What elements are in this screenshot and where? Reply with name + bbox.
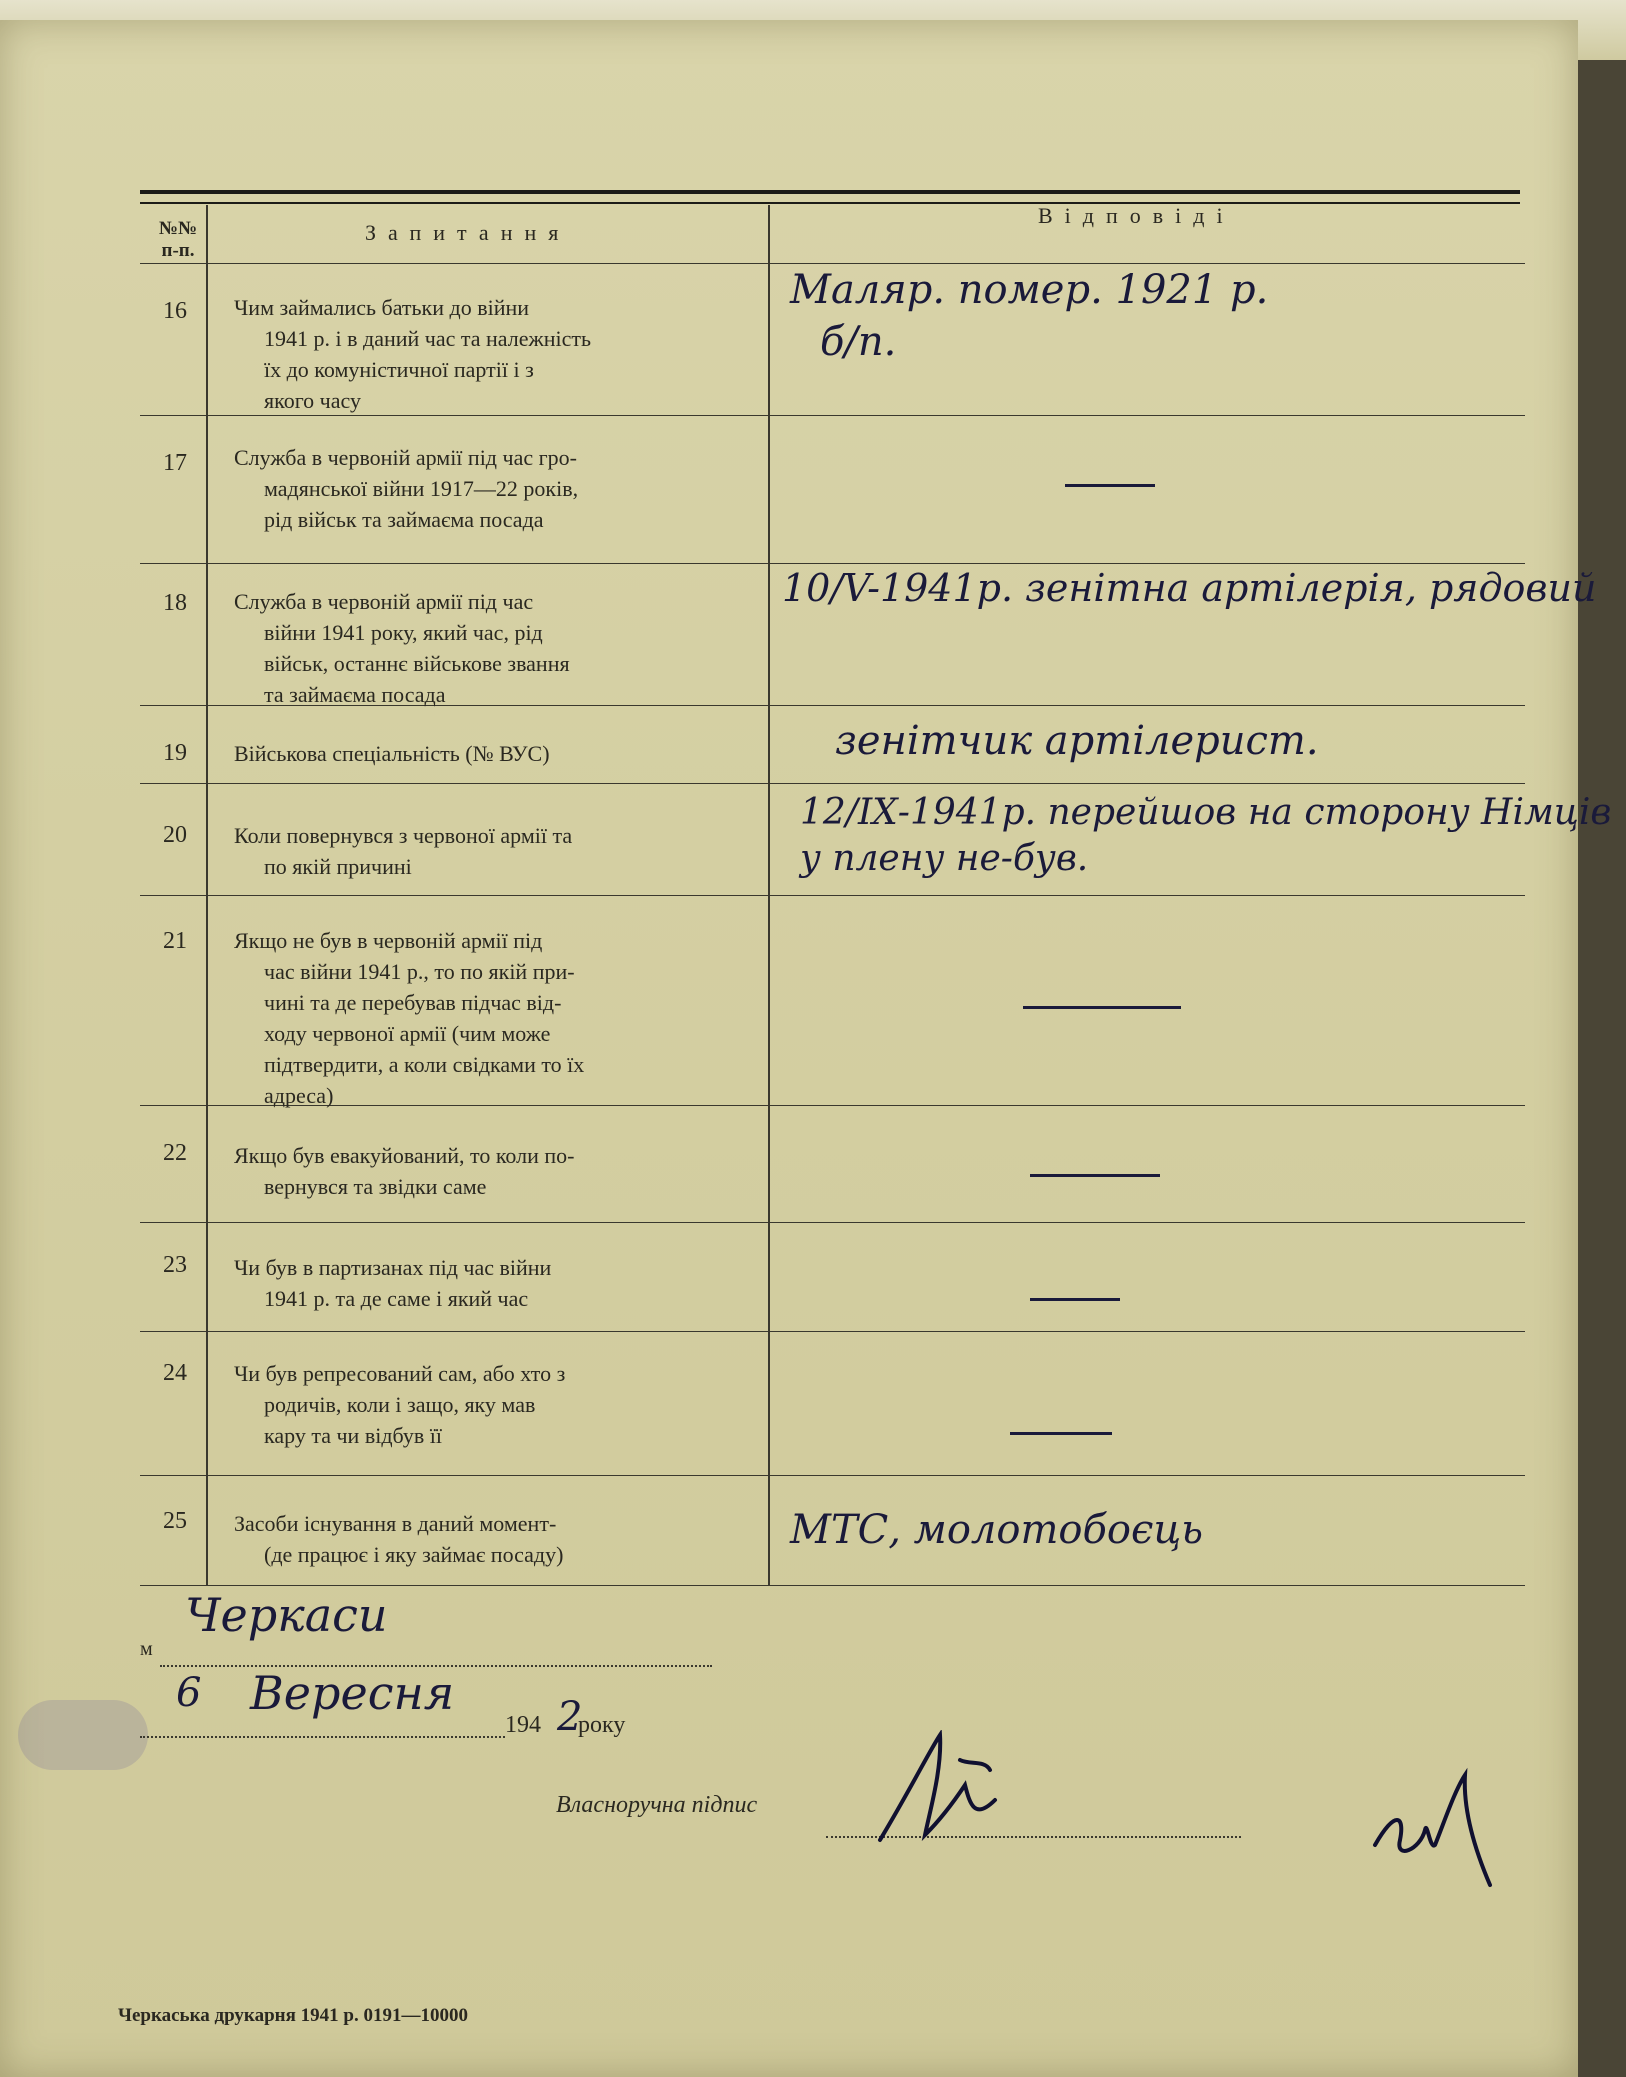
question-text: Військова спеціальність (№ ВУС)	[234, 741, 550, 766]
header-number-label: №№ п-п.	[158, 218, 198, 261]
year-prefix: 194	[505, 1712, 541, 1738]
row-number: 20	[163, 822, 187, 848]
signature-mark	[870, 1730, 1010, 1860]
date-dotted-line	[140, 1736, 505, 1738]
date-day: 6	[176, 1670, 202, 1716]
row-number: 24	[163, 1360, 187, 1386]
question-text: Коли повернувся з червоної армії та по якій причині	[234, 823, 573, 879]
row-number: 21	[163, 928, 187, 954]
header-answer-label: Відповіді	[1038, 203, 1235, 228]
question-text: Служба в червоній армії під час війни 1941 року, який час, рід військ, останнє військове звання та займаєма посада	[234, 589, 570, 707]
header-question-label: Запитання	[365, 220, 571, 245]
question-text: Чи був в партизанах під час війни 1941 р. та де саме і який час	[234, 1255, 552, 1311]
row-number: 22	[163, 1140, 187, 1166]
initials-mark	[1365, 1760, 1505, 1890]
empty-answer-dash	[1023, 1006, 1181, 1009]
row-separator	[140, 1475, 1525, 1476]
row-number: 23	[163, 1252, 187, 1278]
row-number: 25	[163, 1508, 187, 1534]
place-value: Черкаси	[185, 1588, 388, 1642]
date-month: Вересня	[250, 1666, 455, 1720]
row-number: 18	[163, 590, 187, 616]
printer-imprint: Черкаська друкарня 1941 р. 0191—10000	[118, 2005, 468, 2026]
year-handwritten-digit: 2	[557, 1694, 583, 1740]
answer-text: 12/ІХ-1941р. перейшов на сторону Німців у плену не-був.	[800, 792, 1612, 879]
row-separator	[140, 895, 1525, 896]
row-separator	[140, 1222, 1525, 1223]
question-text: Чим займались батьки до війни 1941 р. і в даний час та належність їх до комуністичної партії і з якого часу	[234, 295, 591, 413]
empty-answer-dash	[1030, 1298, 1120, 1301]
signature-label: Власноручна підпис	[556, 1792, 758, 1818]
question-text: Чи був репресований сам, або хто з родичів, коли і защо, яку мав кару та чи відбув її	[234, 1361, 566, 1448]
row-number: 16	[163, 298, 187, 324]
header-second-rule	[140, 202, 1520, 204]
place-label: м	[140, 1638, 153, 1660]
answer-text: 10/V-1941р. зенітна артілерія, рядовий	[782, 566, 1597, 610]
question-text: Якщо був евакуйований, то коли по- вернувся та звідки саме	[234, 1143, 575, 1199]
header-top-rule	[140, 190, 1520, 194]
stamp-mark	[18, 1700, 148, 1770]
answer-text: зенітчик артілерист.	[835, 718, 1319, 764]
empty-answer-dash	[1065, 484, 1155, 487]
row-separator	[140, 783, 1525, 784]
row-separator	[140, 1331, 1525, 1332]
question-text: Служба в червоній армії під час гро- мадянської війни 1917—22 років, рід військ та займаєма посада	[234, 445, 579, 532]
year-suffix: року	[578, 1712, 626, 1738]
question-text: Засоби існування в даний момент- (де працює і яку займає посаду)	[234, 1511, 564, 1567]
row-number: 17	[163, 450, 187, 476]
question-text: Якщо не був в червоній армії під час війни 1941 р., то по якій при- чині та де перебував підчас від- ходу червоної армії (чим може підтвердити, а коли свідками то їх адреса)	[234, 928, 585, 1108]
empty-answer-dash	[1010, 1432, 1112, 1435]
answer-text: МТС, молотобоєць	[790, 1507, 1204, 1553]
empty-answer-dash	[1030, 1174, 1160, 1177]
row-number: 19	[163, 740, 187, 766]
answer-text: Маляр. помер. 1921 р. б/п.	[790, 267, 1269, 365]
row-separator	[140, 1585, 1525, 1586]
